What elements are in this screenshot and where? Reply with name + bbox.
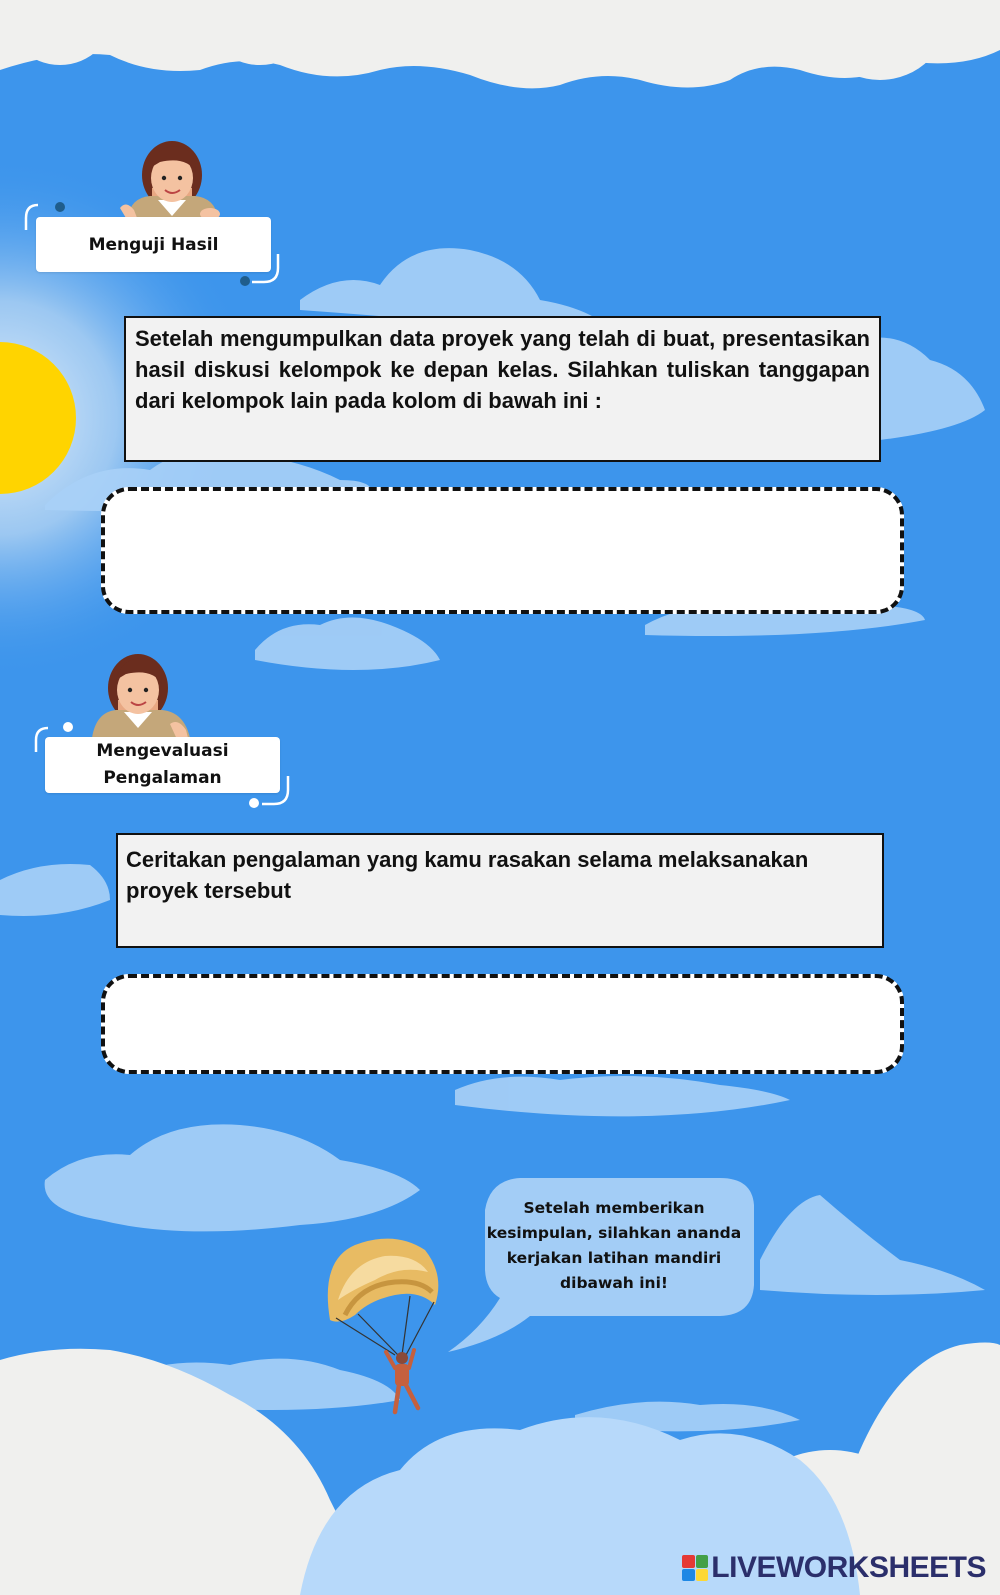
answer-input[interactable] bbox=[101, 974, 904, 1074]
card-dot bbox=[63, 722, 73, 732]
speech-text bbox=[486, 1196, 742, 1296]
section-title: Menguji Hasil bbox=[88, 234, 219, 255]
instruction-box bbox=[124, 316, 881, 462]
instruction-text: Setelah mengumpulkan data proyek yang telah di buat, presentasikan hasil diskusi kelompok ke depan kelas. Silahkan tuliskan tanggapan dari kelompok lain pada kolom di bawah ini : bbox=[135, 326, 870, 413]
speech-line: kerjakan latihan mandiri bbox=[506, 1249, 722, 1267]
section-title-line1: Mengevaluasi bbox=[96, 741, 229, 761]
person-icon bbox=[386, 1350, 418, 1412]
speech-line: kesimpulan, silahkan ananda bbox=[486, 1224, 742, 1242]
speech-line: Setelah memberikan bbox=[523, 1199, 705, 1217]
card-dot bbox=[249, 798, 259, 808]
section-title-card bbox=[45, 737, 280, 793]
cloud-shape bbox=[0, 864, 110, 916]
instruction-text: Ceritakan pengalaman yang kamu rasakan selama melaksanakan proyek tersebut bbox=[126, 847, 809, 903]
cloud-shape bbox=[255, 618, 440, 671]
logo-mark-icon bbox=[682, 1555, 708, 1581]
section-title-card bbox=[36, 217, 271, 272]
cloud-shape bbox=[455, 1076, 790, 1116]
section-title-line2: Pengalaman bbox=[103, 768, 222, 788]
instruction-box bbox=[116, 833, 884, 948]
parachute-icon bbox=[328, 1239, 439, 1355]
speech-line: dibawah ini! bbox=[560, 1274, 668, 1292]
answer-input[interactable] bbox=[101, 487, 904, 614]
card-dot bbox=[240, 276, 250, 286]
liveworksheets-logo bbox=[682, 1551, 986, 1585]
card-dot bbox=[55, 202, 65, 212]
top-clouds bbox=[0, 0, 1000, 88]
logo-text: LIVEWORKSHEETS bbox=[711, 1551, 986, 1584]
cloud-shape bbox=[45, 1124, 420, 1231]
cloud-shape bbox=[760, 1195, 985, 1295]
